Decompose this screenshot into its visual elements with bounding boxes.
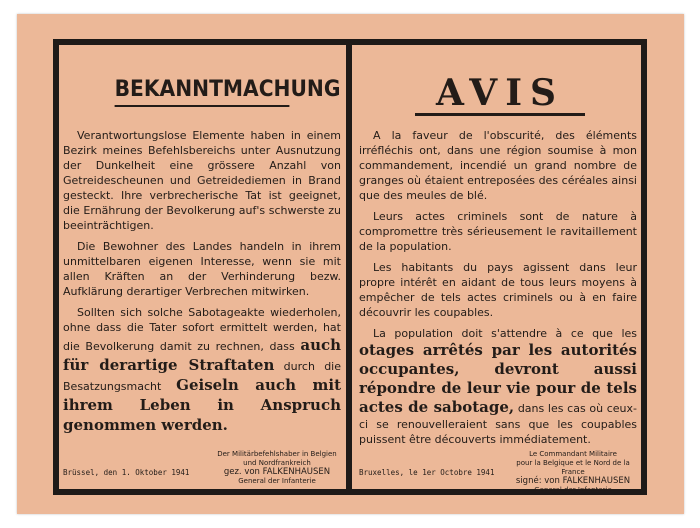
german-paragraph-1: Verantwortungslose Elemente haben in einem Bezirk meines Befehlsbereichs unter Ausnutzung der Dunkelheit eine grössere Anzahl von Getreidescheunen und Getreidediemen in Brand gesteckt. Ihre verbrecherische Tat ist geeignet, die Ernährung der Bevolkerung auf's schwerste zu beeinträchtigen. <box>63 129 341 232</box>
german-sig-rank: General der Infanterie <box>238 477 316 485</box>
french-sig-line-2: pour la Belgique et le Nord de la France <box>516 459 630 476</box>
german-column <box>63 45 341 489</box>
column-divider <box>346 39 352 495</box>
french-paragraph-2: Leurs actes criminels sont de nature à compromettre très sérieusement le ravitaillement de la population. <box>359 210 637 253</box>
german-sig-name: gez. von FALKENHAUSEN <box>223 467 331 477</box>
french-place-date: Bruxelles, le 1er Octobre 1941 <box>359 468 495 477</box>
german-paragraph-2: Die Bewohner des Landes handeln in ihrem unmittelbaren eigenen Interesse, wenn sie mit allen Kräften an der Verhinderung bezw. Aufklärung derartiger Verbrechen mitwirken. <box>63 240 341 298</box>
french-p4-end: dans les cas où ceux-ci se renouvelleraient sans que les coupables puissent être découverts immédiatement. <box>359 402 637 446</box>
french-paragraph-4 <box>359 326 637 447</box>
french-paragraph-1: A la faveur de l'obscurité, des éléments irréfléchis ont, dans une région soumise à mon commandement, incendié un grand nombre de granges où étaient entreposées des céréales ainsi que des meules de blé. <box>359 129 637 202</box>
french-sig-line-1: Le Commandant Militaire <box>529 450 617 458</box>
french-sig-name: signé: von FALKENHAUSEN <box>515 476 631 486</box>
french-p4-start: La population doit s'attendre à ce que les <box>373 327 637 340</box>
german-sig-line-2: und Nordfrankreich <box>243 459 311 467</box>
french-paragraph-3: Les habitants du pays agissent dans leur propre intérêt en aidant de tous leurs moyens à empêcher de tels actes criminels ou à en faire découvrir les coupables. <box>359 261 637 319</box>
french-p4-emphasis: otages arrêtés par les autorités occupantes, devront aussi répondre de leur vie pour de tels actes de sabotage, <box>359 341 637 416</box>
german-p3-start: Sollten sich solche Sabotageakte wiederholen, ohne dass die Tater sofort ermittelt werden, hat die Bevolkerung damit zu rechnen, dass <box>63 306 341 353</box>
poster-sheet <box>17 14 684 514</box>
german-sig-line-1: Der Militärbefehlshaber in Belgien <box>217 450 337 458</box>
german-signature-block <box>213 450 341 486</box>
german-place-date: Brüssel, den 1. Oktober 1941 <box>63 468 190 477</box>
german-body <box>63 128 341 441</box>
french-sig-rank: General der Infanterie <box>534 486 612 494</box>
german-title: BEKANNTMACHUNG <box>115 75 290 107</box>
french-column <box>359 45 637 494</box>
german-p3-emphasis-2: Geiseln auch mit ihrem Leben in Anspruch genommen werden. <box>63 376 341 434</box>
french-signature-block <box>509 450 637 495</box>
german-paragraph-3 <box>63 305 341 435</box>
german-p3-middle: durch die Besatzungsmacht <box>63 360 341 393</box>
german-p3-emphasis-1: auch für derartige Straftaten <box>63 336 342 374</box>
french-title: AVIS <box>415 73 585 116</box>
french-body <box>359 128 637 453</box>
